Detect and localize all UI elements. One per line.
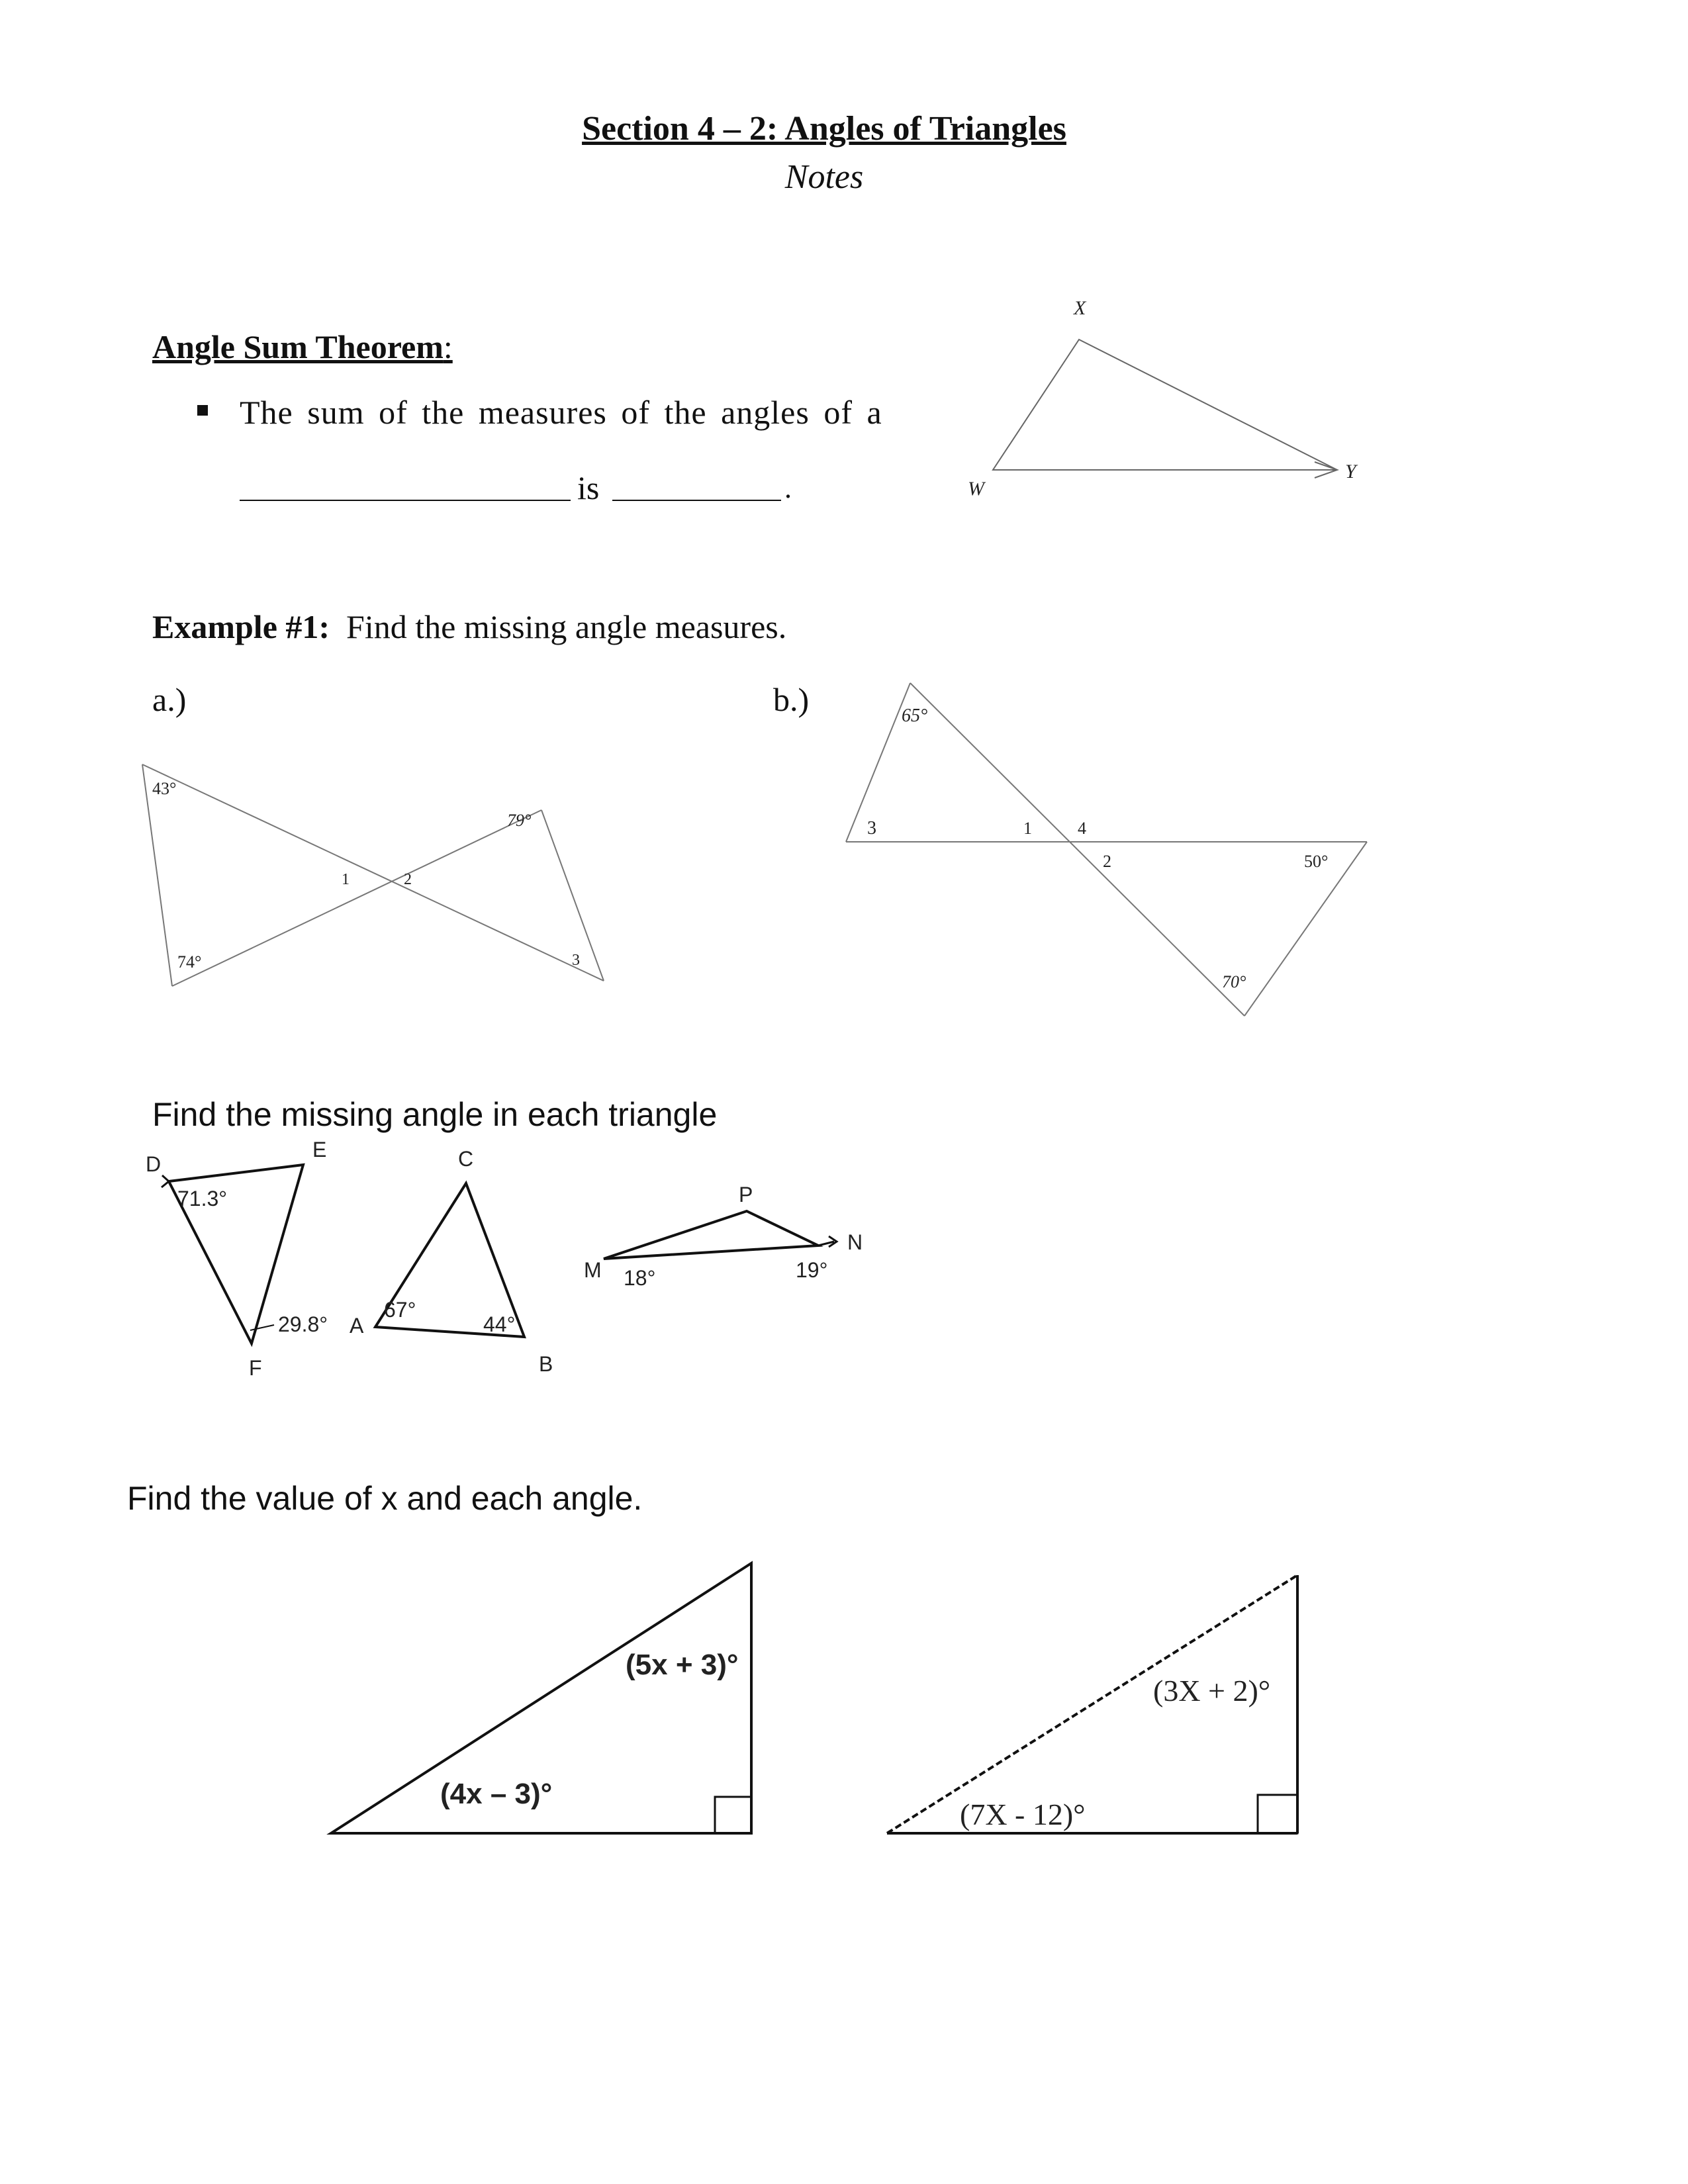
- angle-f-value: 29.8°: [278, 1312, 328, 1336]
- page-title: Section 4 – 2: Angles of Triangles: [582, 110, 1066, 148]
- vertex-n-label: N: [847, 1230, 863, 1254]
- vertex-y-label: Y: [1345, 461, 1356, 482]
- fig-b-angle-4: 4: [1078, 819, 1086, 838]
- angle-a-value: 67°: [384, 1298, 416, 1322]
- fig-a-angle-43: 43°: [152, 779, 177, 798]
- vertex-m-label: M: [584, 1258, 602, 1282]
- theorem-text: The sum of the measures of the angles of a: [240, 394, 882, 431]
- fig-b-angle-70: 70°: [1222, 972, 1246, 991]
- vertex-b-label: B: [539, 1352, 553, 1376]
- figure-b-left-side: [846, 683, 910, 842]
- page-subtitle: Notes: [784, 158, 864, 196]
- fig2-bottom-angle: (7X - 12)°: [960, 1797, 1086, 1831]
- theorem-is-word: is: [577, 469, 600, 506]
- right-triangles-figure: [265, 1535, 1357, 1886]
- angle-d-value: 71.3°: [177, 1187, 228, 1210]
- vertex-d-label: D: [146, 1152, 162, 1176]
- find-x-heading: Find the value of x and each angle.: [127, 1480, 643, 1517]
- fig-a-angle-2: 2: [404, 871, 412, 888]
- example-1-heading: [152, 608, 786, 646]
- fig-a-angle-74: 74°: [177, 952, 202, 972]
- fig-b-angle-3: 3: [867, 818, 876, 839]
- missing-angle-triangles: [132, 1138, 894, 1383]
- triangle-wxy-figure: [927, 291, 1430, 516]
- right-angle-mark-1: [715, 1797, 751, 1833]
- fig-b-angle-2: 2: [1103, 852, 1111, 871]
- figure-a: [132, 754, 622, 1006]
- vertex-c-label: C: [458, 1147, 474, 1171]
- tick-icon: [162, 1175, 169, 1187]
- triangle-mnp: [604, 1211, 818, 1259]
- fig-b-angle-1: 1: [1023, 819, 1032, 838]
- example-1-label: Example #1:: [152, 608, 330, 645]
- answer-blank-1[interactable]: [240, 500, 571, 501]
- fig-b-angle-50: 50°: [1304, 852, 1329, 871]
- triangles-heading: Find the missing angle in each triangle: [152, 1096, 718, 1133]
- answer-blank-2[interactable]: [612, 500, 781, 501]
- fig-b-angle-65: 65°: [902, 705, 928, 726]
- fig-a-angle-79: 79°: [507, 811, 532, 830]
- vertex-x-label: X: [1074, 297, 1086, 319]
- angle-f-pointer: [250, 1325, 274, 1330]
- fig1-top-angle: (5x + 3)°: [626, 1649, 739, 1681]
- vertex-a-label: A: [350, 1314, 364, 1338]
- fig2-top-angle: (3X + 2)°: [1153, 1674, 1271, 1707]
- angle-b-value: 44°: [483, 1312, 516, 1336]
- triangle-wxy: [993, 340, 1337, 470]
- fig-a-angle-1: 1: [342, 871, 350, 888]
- figure-a-line-3: [172, 810, 541, 986]
- fig-a-angle-3: 3: [572, 952, 580, 969]
- angle-m-value: 18°: [624, 1266, 656, 1290]
- figure-b: [827, 675, 1410, 1026]
- vertex-p-label: P: [739, 1183, 753, 1206]
- theorem-heading: [152, 328, 453, 366]
- theorem-heading-colon: :: [443, 328, 453, 365]
- figure-a-line-1: [142, 764, 604, 981]
- bullet-icon: [197, 405, 208, 416]
- part-b-label: b.): [773, 681, 810, 718]
- figure-b-transversal: [910, 683, 1244, 1016]
- angle-n-value: 19°: [796, 1258, 828, 1282]
- vertex-w-label: W: [968, 478, 984, 500]
- vertex-f-label: F: [249, 1356, 262, 1380]
- part-a-label: a.): [152, 681, 187, 718]
- vertex-e-label: E: [312, 1138, 327, 1161]
- right-angle-mark-2: [1258, 1795, 1297, 1833]
- fig1-bottom-angle: (4x – 3)°: [440, 1778, 553, 1810]
- example-1-instruction: Find the missing angle measures.: [346, 608, 787, 645]
- theorem-end-dot: .: [784, 472, 792, 504]
- theorem-heading-text: Angle Sum Theorem: [152, 328, 444, 365]
